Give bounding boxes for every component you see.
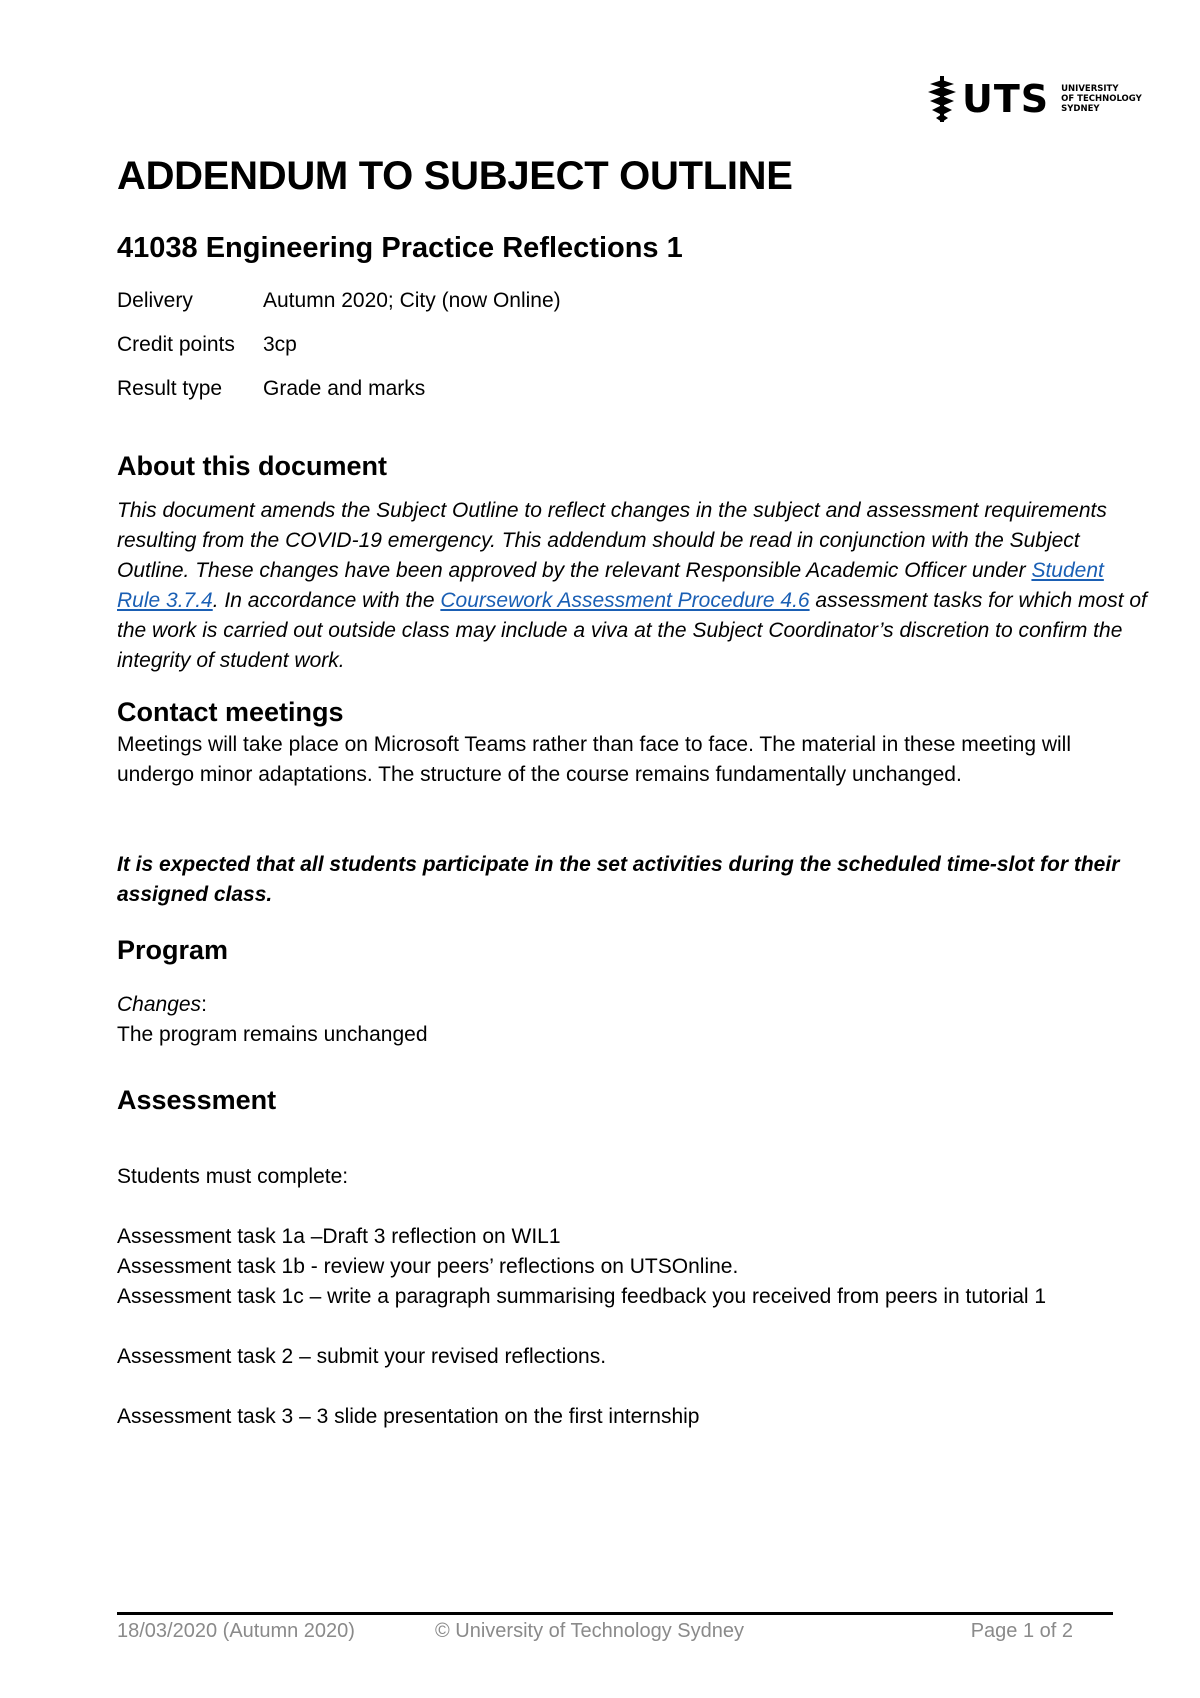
assessment-task-1b: Assessment task 1b - review your peers’ reflections on UTSOnline. [117,1255,739,1278]
meta-row-delivery [117,286,1147,330]
coursework-procedure-link[interactable]: Coursework Assessment Procedure 4.6 [440,589,810,612]
subject-meta [117,286,1147,418]
meta-key: Credit points [117,333,235,356]
footer-date: 18/03/2020 (Autumn 2020) [117,1620,355,1642]
footer-page-number: Page 1 of 2 [970,1620,1073,1642]
contact-note: It is expected that all students participate in the set activities during the scheduled time-slot for their assigned class. [117,853,1120,906]
assessment-section [117,1082,1147,1432]
student-rule-link[interactable]: Student Rule 3.7.4 [117,559,1104,612]
footer-divider [117,1612,1113,1615]
meta-row-result-type [117,374,1147,418]
program-changes-label: Changes: [117,993,207,1016]
main-content [117,150,1147,1432]
footer-copyright: © University of Technology Sydney [435,1620,744,1642]
meta-key: Delivery [117,289,193,312]
about-heading: About this document [117,451,387,481]
meta-value: Autumn 2020; City (now Online) [263,289,561,312]
logo-subtitle: UNIVERSITY OF TECHNOLOGY SYDNEY [1061,84,1142,114]
contact-heading: Contact meetings [117,697,344,727]
logo-wordmark: UTS [962,77,1050,121]
program-text: The program remains unchanged [117,1023,428,1046]
about-paragraph: This document amends the Subject Outline to reflect changes in the subject and assessment requirements resulting from the COVID-19 emergency. This addendum should be read in conjunction with the Subject Outline. These changes have been approved by the relevant Responsible Academic Officer under Student Rule 3.7.4. In accordance with the Coursework Assessment Procedure 4.6 assessment tasks for which most of the work is carried out outside class may include a viva at the Subject Coordinator’s discretion to confirm the integrity of student work. [117,499,1147,672]
subject-heading: 41038 Engineering Practice Reflections 1 [117,232,683,264]
program-section [117,932,1147,1050]
assessment-task-3: Assessment task 3 – 3 slide presentation on the first internship [117,1405,700,1428]
assessment-task-1a: Assessment task 1a –Draft 3 reflection on WIL1 [117,1225,561,1248]
assessment-intro: Students must complete: [117,1165,349,1188]
meta-value: 3cp [263,333,297,356]
assessment-heading: Assessment [117,1085,277,1115]
uts-crest-icon [928,76,956,122]
page-title: ADDENDUM TO SUBJECT OUTLINE [117,154,793,198]
program-heading: Program [117,935,229,965]
about-section [117,448,1147,676]
contact-section [117,694,1147,910]
meta-key: Result type [117,377,223,400]
meta-row-credit-points [117,330,1147,374]
assessment-task-1c: Assessment task 1c – write a paragraph summarising feedback you received from peers in tutorial 1 [117,1285,1047,1308]
assessment-task-2: Assessment task 2 – submit your revised reflections. [117,1345,607,1368]
meta-value: Grade and marks [263,377,426,400]
uts-logo [928,74,1142,124]
contact-paragraph: Meetings will take place on Microsoft Teams rather than face to face. The material in these meeting will undergo minor adaptations. The structure of the course remains fundamentally unchanged. [117,733,1072,786]
